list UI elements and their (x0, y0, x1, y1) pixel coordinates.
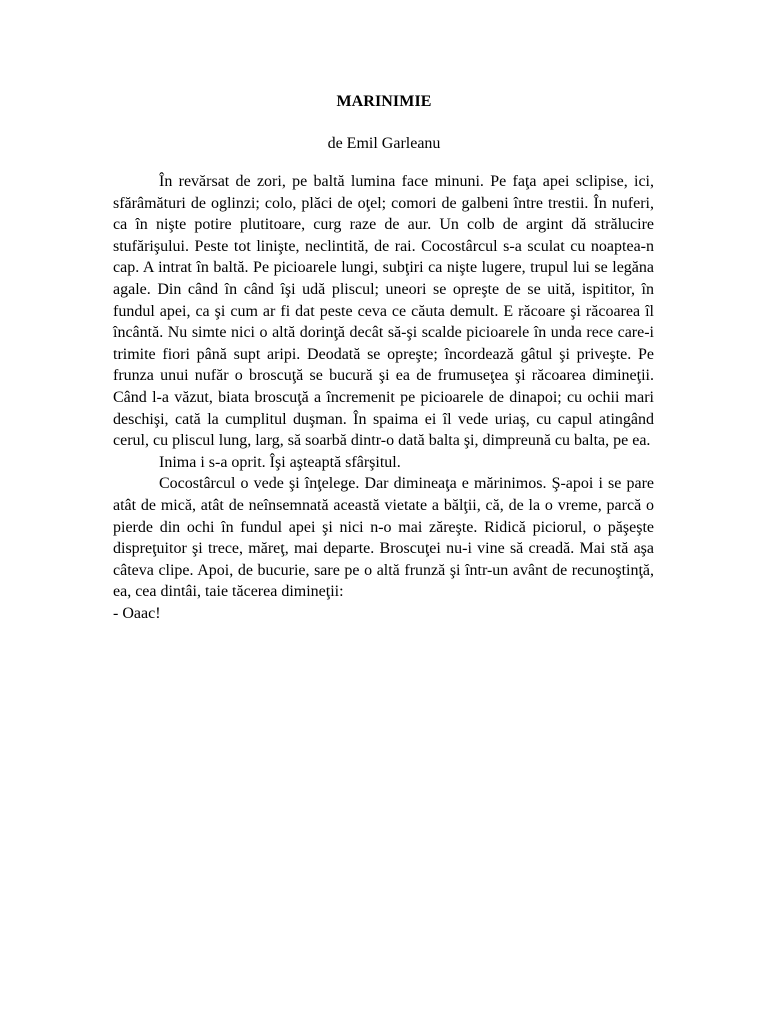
document-author: de Emil Garleanu (327, 135, 441, 152)
paragraph-4: - Oaac! (113, 604, 161, 622)
paragraph-1: În revărsat de zori, pe baltă lumina face minuni. Pe faţa apei sclipise, ici, sfărâmături de oglinzi; colo, plăci de oţel; comori de galbeni între trestii. În nuferi, ca în nişte potire plutitoare, curg raze de aur. Un colb de argint dă strălucire stufărişului. Peste tot linişte, neclintită, de rai. Cocostârcul s-a sculat cu noaptea-n cap. A intrat în baltă. Pe picioarele lungi, subţiri ca nişte lugere, trupul lui se legăna agale. Din când în când îşi udă pliscul; uneori se opreşte de se uită, ispititor, în fundul apei, ca şi cum ar fi dat peste ceva ce căuta demult. E răcoare şi răcoarea îl încântă. Nu simte nici o altă dorinţă decât să-şi scalde picioarele în unda rece care-i trimite fiori până supt aripi. Deodată se opreşte; încordează gâtul şi priveşte. Pe frunza unui nufăr o broscuţă se bucură şi ea de frumuseţea şi răcoarea dimineţii. Când l-a văzut, biata broscuţă a încremenit pe picioarele de dinapoi; cu ochii mari deschişi, cată la cumplitul duşman. În spaima ei îl vede uriaş, cu capul atingând cerul, cu pliscul lung, larg, să soarbă dintr-o dată balta şi, dimpreună cu balta, pe ea. (113, 173, 654, 450)
paragraph-2: Inima i s-a oprit. Îşi aşteaptă sfârşitul. (159, 453, 401, 471)
document-body (113, 171, 654, 624)
document-title: MARINIMIE (336, 93, 432, 110)
paragraph-3: Cocostârcul o vede şi înţelege. Dar dimineaţa e mărinimos. Ş-apoi i se pare atât de mică, atât de neînsemnată această vietate a bălţii, că, de la o vreme, parcă o pierde din ochi în fundul apei şi nici n-o mai zăreşte. Ridică piciorul, o păşeşte dispreţuitor şi trece, măreţ, mai departe. Broscuţei nu-i vine să creadă. Mai stă aşa câteva clipe. Apoi, de bucurie, sare pe o altă frunză şi într-un avânt de recunoştinţă, ea, cea dintâi, taie tăcerea dimineţii: (113, 475, 654, 601)
